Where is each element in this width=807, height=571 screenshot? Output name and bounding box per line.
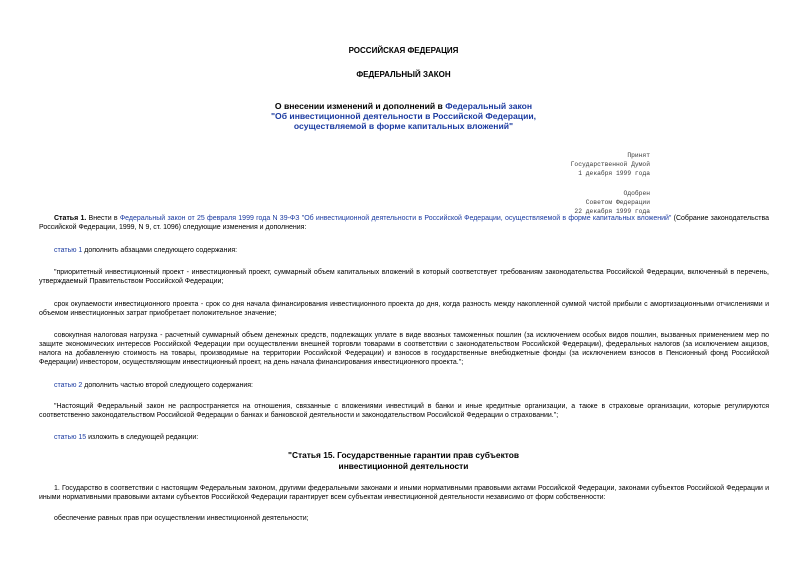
item-article-1 (39, 246, 769, 255)
accepted-line-2: Государственной Думой (570, 161, 650, 168)
priority-project-paragraph: "приоритетный инвестиционный проект - инвестиционный проект, суммарный объем капитальных вложений в который соответствует требованиям законодательства Российской Федерации, включенный в перечень, утверждаемый Правительством Российской Федерации; (39, 269, 769, 285)
payback-period-paragraph: срок окупаемости инвестиционного проекта - срок со дня начала финансирования инвестиционного проекта до дня, когда разность между накопленной суммой чистой прибыли с амортизационными отчислениями и объемом инвестиционных затрат приобретает положительное значение; (39, 301, 769, 317)
tax-burden-paragraph: совокупная налоговая нагрузка - расчетный суммарный объем денежных средств, подлежащих уплате в виде ввозных таможенных пошлин (за исключением особых видов пошлин, вызванных применением мер по защите экономических интересов Российской Федерации при осуществлении внешней торговли товарами в соответствии с законодательством Российской Федерации), федеральных налогов (за исключением акцизов, налога на добавленную стоимость на товары, производимые на территории Российской Федерации) и взносов в государственные внебюджетные фонды (за исключением взносов в Пенсионный фонд Российской Федерации) инвестором, осуществляющим инвестиционный проект, на день начала финансирования инвестиционного проекта."; (39, 332, 769, 366)
title-line-3[interactable]: осуществляемой в форме капитальных вложений" (293, 121, 514, 131)
non-applicability-paragraph: "Настоящий Федеральный закон не распространяется на отношения, связанные с вложениями инвестиций в банки и иные кредитные организации, а также в страховые организации, которые регулируются соответственно законодательством Российской Федерации о банках и банковской деятельности и законодательством Российской Федерации о страховании."; (39, 403, 769, 419)
approved-line-1: Одобрен (623, 190, 650, 197)
law-type-heading: ФЕДЕРАЛЬНЫЙ ЗАКОН (356, 70, 451, 79)
article-15-ref-link[interactable]: статью 15 (54, 434, 87, 441)
accepted-line-1: Принят (627, 152, 650, 159)
item-article-15-text: изложить в следующей редакции: (86, 434, 199, 441)
article-1-text-before: Внести в (86, 215, 120, 222)
article-1-paragraph (39, 214, 769, 232)
title-link[interactable]: Федеральный закон (445, 101, 533, 111)
title-line-2[interactable]: "Об инвестиционной деятельности в Российской Федерации, (270, 111, 537, 121)
equal-rights-paragraph: обеспечение равных прав при осуществлении инвестиционной деятельности; (54, 515, 309, 522)
article-1-label: Статья 1. (54, 215, 87, 222)
approved-line-2: Советом Федерации (585, 199, 650, 206)
title-prefix: О внесении изменений и дополнений в (274, 101, 446, 111)
article-15-heading-line-1: "Статья 15. Государственные гарантии прав субъектов (287, 450, 520, 460)
item-article-1-text: дополнить абзацами следующего содержания: (82, 247, 238, 254)
approved-line-3: 22 декабря 1999 года (574, 208, 650, 215)
accepted-stamp (520, 151, 650, 178)
article-1-law-link[interactable]: Федеральный закон от 25 февраля 1999 года N 39-ФЗ "Об инвестиционной деятельности в Российской Федерации, осуществляемой в форме капитальных вложений" (119, 215, 672, 222)
article-15-heading (0, 450, 807, 471)
law-title (0, 101, 807, 131)
approved-stamp (520, 189, 650, 216)
item-article-15 (39, 433, 769, 442)
item-article-2 (39, 381, 769, 390)
article-1-text-after: (Собрание законодательства Российской Федерации, 1999, N 9, ст. 1096) следующие изменения и дополнения: (39, 215, 769, 231)
article-15-heading-line-2: инвестиционной деятельности (338, 460, 469, 471)
country-heading: РОССИЙСКАЯ ФЕДЕРАЦИЯ (348, 46, 459, 55)
article-1-ref-link[interactable]: статью 1 (54, 247, 83, 254)
item-article-2-text: дополнить частью второй следующего содержания: (82, 382, 253, 389)
state-guarantee-paragraph: 1. Государство в соответствии с настоящим Федеральным законом, другими федеральными законами и иными нормативными правовыми актами Российской Федерации, законами субъектов Российской Федерации и иными нормативными правовыми актами субъектов Российской Федерации гарантирует всем субъектам инвестиционной деятельности независимо от форм собственности: (39, 485, 769, 501)
accepted-line-3: 1 декабря 1999 года (578, 170, 650, 177)
article-2-ref-link[interactable]: статью 2 (54, 382, 83, 389)
